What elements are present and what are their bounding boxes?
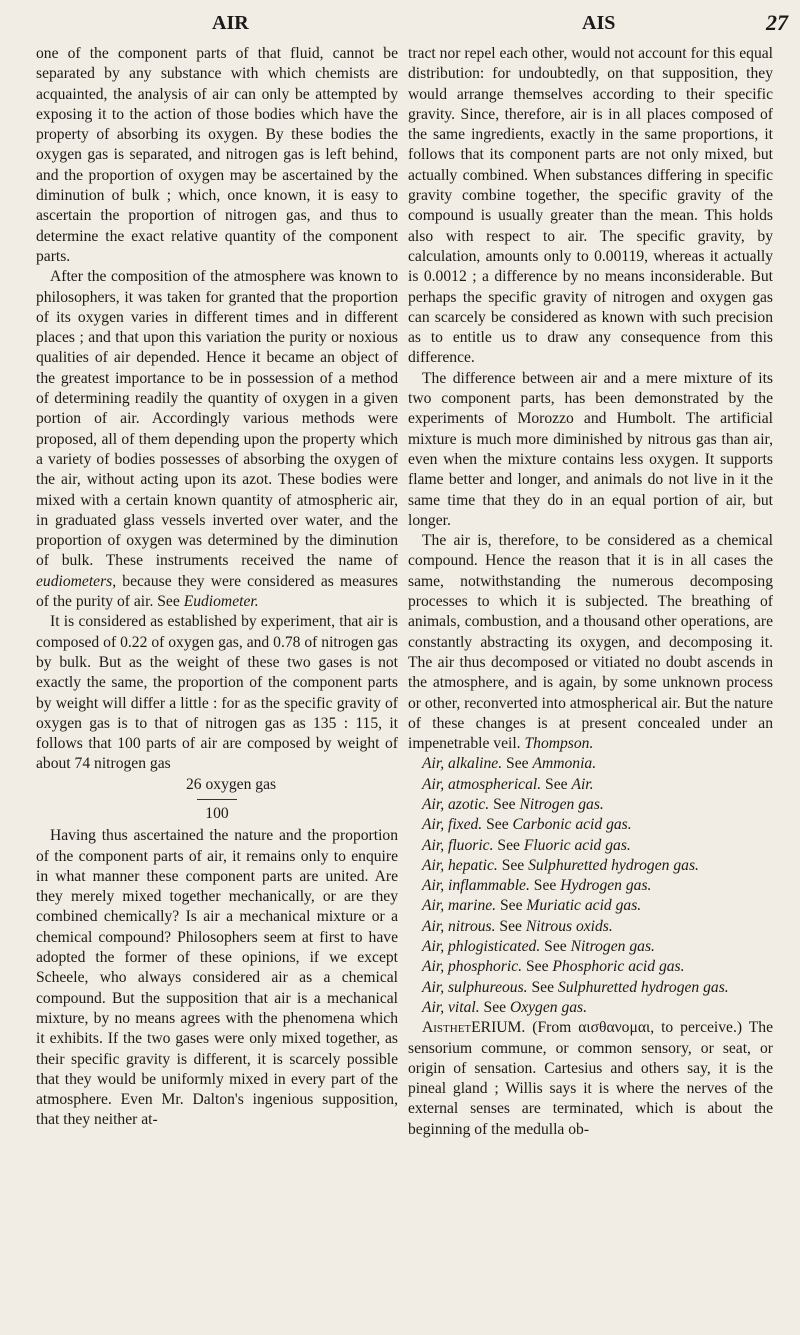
entry-reference: Hydrogen gas.: [560, 877, 652, 895]
entry-reference: Nitrous oxids.: [525, 917, 613, 935]
entry-term: Air, sulphureous.: [422, 978, 528, 996]
cross-reference: Thompson.: [524, 735, 594, 753]
cross-reference-entry: [408, 917, 773, 937]
paragraph-text: because they were considered as measures of the purity of air. See: [36, 572, 398, 611]
cross-reference: Eudiometer.: [183, 593, 259, 611]
see-word: See: [486, 816, 509, 834]
entry-reference: Nitrogen gas.: [519, 795, 604, 813]
paragraph: [36, 267, 398, 612]
entry-reference: Nitrogen gas.: [570, 938, 655, 956]
entry-term: Air, azotic.: [422, 795, 490, 813]
cross-reference-entry: [408, 754, 773, 774]
cross-reference-entry: [408, 856, 773, 876]
see-word: See: [493, 795, 516, 813]
cross-reference-entry: [408, 978, 773, 998]
composition-total: 100: [205, 804, 229, 822]
entry-body: (From αισθανομαι, to perceive.) The sensorium commune, or common sensory, or seat, or origin of sensation. Cartesius and others say, it is the pineal gland ; Willis says it is where the nerves of the external senses are terminated, which is about the beginning of the medulla ob-: [408, 1019, 773, 1138]
cross-reference-entry: [408, 815, 773, 835]
cross-reference-entry: [408, 836, 773, 856]
sum-rule: [197, 799, 237, 800]
see-word: See: [533, 877, 557, 895]
cross-reference-entry: [408, 795, 773, 815]
entry-term: Air, nitrous.: [422, 917, 496, 935]
entry-term: AisthetERIUM.: [422, 1019, 526, 1037]
entry-reference: Sulphuretted hydrogen gas.: [557, 978, 729, 996]
see-word: See: [525, 958, 549, 976]
paragraph: Having thus ascertained the nature and the proportion of the component parts of air, it remains only to enquire in what manner these component parts are united. Are they merely mixed together mechanically, or are they combined chemically? Is air a mechanical mixture or a chemical compound? Philosophers seem at first to have adopted the former of these opinions, if we except Scheele, who always considered air as a chemical compound. But the supposition that air is a mechanical mixture, by no means agrees with the phenomena which it exhibits. If the two gases were only mixed together, as their specific gravity is different, it is scarcely possible that they would be uniformly mixed in every part of the atmosphere. Even Mr. Dalton's ingenious supposition, that they neither at-: [36, 827, 398, 1129]
see-word: See: [545, 775, 568, 793]
entry-term: Air, phlogisticated.: [422, 938, 541, 956]
dictionary-entry: [408, 1018, 773, 1140]
entry-term: Air, phosphoric.: [422, 958, 523, 976]
entry-reference: Ammonia.: [532, 755, 597, 773]
running-head-middle: AIS: [582, 12, 616, 34]
entry-term: Air, hepatic.: [422, 856, 498, 874]
running-header: [0, 6, 800, 40]
paragraph-text: The air is, therefore, to be considered as a chemical compound. Hence the reason that it is in all cases the same, notwithstanding the numerous decomposing processes to which it is subjected. The breathing of animals, combustion, and a thousand other operations, are constantly abstracting its oxygen, and decomposing it. The air thus decomposed or vitiated no doubt ascends in the atmosphere, and is again, by some unknown process or other, reconverted into atmospherical air. But the nature of these changes is at present concealed under an impenetrable veil.: [408, 532, 773, 753]
cross-reference-entry: [408, 957, 773, 977]
cross-reference-entry: [408, 937, 773, 957]
entry-term: Air, fixed.: [422, 816, 483, 834]
entry-reference: Oxygen gas.: [509, 998, 588, 1016]
see-word: See: [501, 856, 525, 874]
running-head-left: AIR: [212, 12, 249, 34]
paragraph: [408, 531, 773, 754]
see-word: See: [544, 938, 567, 956]
entry-list: [408, 754, 773, 1018]
entry-term: Air, inflammable.: [422, 877, 530, 895]
left-column: [36, 44, 398, 1131]
entry-term: Air, fluoric.: [422, 836, 494, 854]
entry-reference: Air.: [571, 775, 594, 793]
cross-reference-entry: [408, 896, 773, 916]
paragraph-text: After the composition of the atmosphere was known to philosophers, it was taken for granted that the proportion of its oxygen varies in different times and in different places ; and that upon this variation the purity or noxious qualities of air depended. Hence it became an object of the greatest importance to be in possession of a method of determining readily the quantity of oxygen in a given portion of air. Accordingly various methods were proposed, all of them depending upon the property which a variety of bodies possesses of absorbing the oxygen of the air, without acting upon its azot. These bodies were mixed with a certain known quantity of atmospheric air, in graduated glass vessels inverted over water, and the proportion of oxygen was determined by the diminution of bulk. These instruments received the name of: [36, 268, 398, 570]
page-number: 27: [766, 10, 788, 35]
cross-reference-entry: [408, 998, 773, 1018]
see-word: See: [506, 755, 529, 773]
paragraph: one of the component parts of that fluid, cannot be separated by any substance with which chemists are acquainted, the analysis of air can only be attempted by exposing it to the action of those bodies which have the property of absorbing its oxygen. By these bodies the oxygen gas is separated, and nitrogen gas is left behind, and the proportion of oxygen may be ascertained by the diminution of bulk ; which, once known, it is easy to ascertain the proportion of nitrogen gas, and thus to determine the exact relative quantity of the component parts.: [36, 45, 398, 265]
entry-reference: Sulphuretted hydrogen gas.: [528, 856, 699, 874]
cross-reference-entry: [408, 775, 773, 795]
entry-reference: Fluoric acid gas.: [523, 836, 631, 854]
see-word: See: [499, 917, 522, 935]
entry-term: Air, alkaline.: [422, 755, 503, 773]
paragraph: tract nor repel each other, would not account for this equal distribution: for undoubtedly, on that supposition, they would arrange themselves according to their specific gravity. Since, therefore, air is in all places composed of the same ingredients, exactly in the same proportions, it follows that its component parts are not only mixed, but actually combined. When substances differing in specific gravity combine together, the specific gravity of the compound is usually greater than the mean. This holds also with respect to air. The specific gravity, by calculation, amounts only to 0.00119, whereas it actually is 0.0012 ; a difference by no means inconsiderable. But perhaps the specific gravity of nitrogen and oxygen gas can scarcely be considered as known with such precision as to entitle us to draw any consequence from this difference.: [408, 45, 773, 367]
entry-term: Air, marine.: [422, 897, 497, 915]
entry-term: Air, vital.: [422, 998, 480, 1016]
entry-reference: Carbonic acid gas.: [512, 816, 632, 834]
entry-reference: Muriatic acid gas.: [526, 897, 642, 915]
see-word: See: [531, 978, 554, 996]
see-word: See: [499, 897, 523, 915]
see-word: See: [483, 998, 507, 1016]
entry-term: Air, atmospherical.: [422, 775, 542, 793]
see-word: See: [497, 836, 520, 854]
right-column: [408, 44, 773, 1140]
italic-term: eudiometers,: [36, 572, 117, 590]
paragraph: It is considered as established by experiment, that air is composed of 0.22 of oxygen gas, and 0.78 of nitrogen gas by bulk. But as the weight of these two gases is not exactly the same, the proportion of the component parts by weight will differ a little : for as the specific gravity of oxygen gas is to that of nitrogen gas as 135 : 115, it follows that 100 parts of air are composed by weight of about 74 nitrogen gas: [36, 613, 398, 773]
paragraph: The difference between air and a mere mixture of its two component parts, has been demonstrated by the experiments of Morozzo and Humbolt. The artificial mixture is much more diminished by nitrous gas than air, even when the mixture contains less oxygen. It supports flame better and longer, and animals do not live in it the same time that they do in an equal portion of air, but longer.: [408, 369, 773, 529]
cross-reference-entry: [408, 876, 773, 896]
entry-reference: Phosphoric acid gas.: [552, 958, 685, 976]
composition-line: 26 oxygen gas: [186, 775, 277, 793]
